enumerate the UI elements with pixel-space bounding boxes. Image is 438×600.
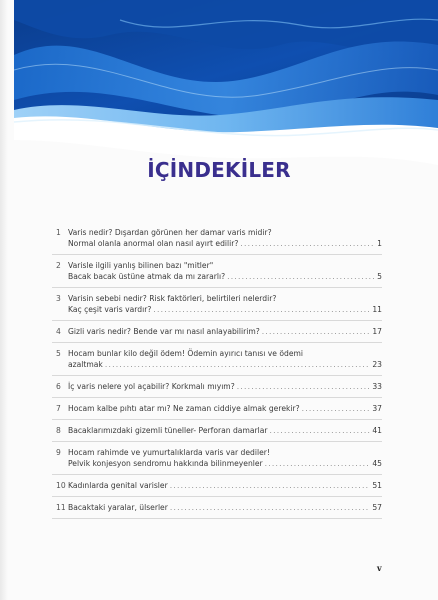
page-folio: v bbox=[377, 563, 382, 573]
toc-entry-number: 9 bbox=[56, 448, 61, 457]
toc-page-number: 37 bbox=[372, 404, 382, 413]
toc-entry-text bbox=[68, 403, 382, 414]
toc-entry-line: Hocam kalbe pıhtı atar mı? Ne zaman ciddiye almak gerekir? bbox=[68, 404, 300, 413]
toc-entry-text bbox=[68, 447, 382, 469]
toc-entry-number: 8 bbox=[56, 426, 61, 435]
toc-dot-leader bbox=[270, 425, 371, 436]
toc-entry[interactable] bbox=[52, 222, 382, 255]
toc-page-number: 41 bbox=[372, 426, 382, 435]
toc-entry-number: 4 bbox=[56, 327, 61, 336]
toc-entry-line: Normal olanla anormal olan nasıl ayırt edilir? bbox=[68, 239, 239, 248]
toc-entry-line: Pelvik konjesyon sendromu hakkında bilinmeyenler bbox=[68, 459, 263, 468]
toc-entry-text bbox=[68, 502, 382, 513]
toc-dot-leader bbox=[237, 381, 371, 392]
toc-page-number: 57 bbox=[372, 503, 382, 512]
toc-entry[interactable] bbox=[52, 321, 382, 343]
toc-entry-line: azaltmak bbox=[68, 360, 103, 369]
toc-entry-number: 11 bbox=[56, 503, 66, 512]
toc-page-number: 51 bbox=[372, 481, 382, 490]
toc-page-number: 45 bbox=[372, 459, 382, 468]
toc-dot-leader bbox=[153, 304, 370, 315]
toc-entry-text bbox=[68, 326, 382, 337]
toc-entry-number: 7 bbox=[56, 404, 61, 413]
toc-page-number: 11 bbox=[372, 305, 382, 314]
toc-entry-line: Hocam bunlar kilo değil ödem! Ödemin ayırıcı tanısı ve ödemi bbox=[68, 349, 304, 358]
toc-dot-leader bbox=[227, 271, 375, 282]
toc-dot-leader bbox=[265, 458, 371, 469]
toc-entry-line: Kaç çeşit varis vardır? bbox=[68, 305, 152, 314]
toc-dot-leader bbox=[240, 238, 375, 249]
toc-dot-leader bbox=[262, 326, 371, 337]
table-of-contents bbox=[52, 222, 382, 519]
toc-entry-number: 6 bbox=[56, 382, 61, 391]
page-title: İÇİNDEKİLER bbox=[147, 158, 291, 182]
toc-entry[interactable] bbox=[52, 343, 382, 376]
toc-entry-line: Varisin sebebi nedir? Risk faktörleri, belirtileri nelerdir? bbox=[68, 294, 277, 303]
toc-page-number: 23 bbox=[372, 360, 382, 369]
toc-entry-text bbox=[68, 227, 382, 249]
toc-entry-text bbox=[68, 425, 382, 436]
toc-entry[interactable] bbox=[52, 255, 382, 288]
toc-entry-text bbox=[68, 480, 382, 491]
toc-dot-leader bbox=[302, 403, 371, 414]
toc-entry-line: Gizli varis nedir? Bende var mı nasıl anlayabilirim? bbox=[68, 327, 260, 336]
toc-entry-text bbox=[68, 381, 382, 392]
toc-page-number: 33 bbox=[372, 382, 382, 391]
toc-entry-line: Bacaklarımızdaki gizemli tüneller- Perforan damarlar bbox=[68, 426, 268, 435]
toc-entry[interactable] bbox=[52, 420, 382, 442]
blue-wave-banner bbox=[0, 0, 438, 165]
toc-entry-text bbox=[68, 348, 382, 370]
toc-entry-line: Hocam rahimde ve yumurtalıklarda varis var dediler! bbox=[68, 448, 270, 457]
toc-entry-number: 10 bbox=[56, 481, 66, 490]
toc-page-number: 17 bbox=[372, 327, 382, 336]
toc-entry-number: 5 bbox=[56, 349, 61, 358]
toc-dot-leader bbox=[170, 502, 370, 513]
toc-entry-line: İç varis nelere yol açabilir? Korkmalı mıyım? bbox=[68, 382, 235, 391]
toc-entry[interactable] bbox=[52, 288, 382, 321]
toc-entry[interactable] bbox=[52, 398, 382, 420]
toc-entry-line: Bacaktaki yaralar, ülserler bbox=[68, 503, 168, 512]
toc-entry[interactable] bbox=[52, 442, 382, 475]
toc-entry-line: Varis nedir? Dışardan görünen her damar varis midir? bbox=[68, 228, 272, 237]
toc-entry[interactable] bbox=[52, 376, 382, 398]
toc-entry[interactable] bbox=[52, 475, 382, 497]
toc-entry-line: Bacak bacak üstüne atmak da mı zararlı? bbox=[68, 272, 226, 281]
toc-entry[interactable] bbox=[52, 497, 382, 519]
toc-entry-line: Varisle ilgili yanlış bilinen bazı "mitler" bbox=[68, 261, 214, 270]
toc-entry-text bbox=[68, 293, 382, 315]
toc-entry-line: Kadınlarda genital varisler bbox=[68, 481, 168, 490]
toc-page-number: 5 bbox=[377, 272, 382, 281]
toc-entry-text bbox=[68, 260, 382, 282]
toc-entry-number: 1 bbox=[56, 228, 61, 237]
toc-dot-leader bbox=[105, 359, 370, 370]
toc-dot-leader bbox=[170, 480, 371, 491]
toc-entry-number: 2 bbox=[56, 261, 61, 270]
toc-entry-number: 3 bbox=[56, 294, 61, 303]
toc-page-number: 1 bbox=[377, 239, 382, 248]
